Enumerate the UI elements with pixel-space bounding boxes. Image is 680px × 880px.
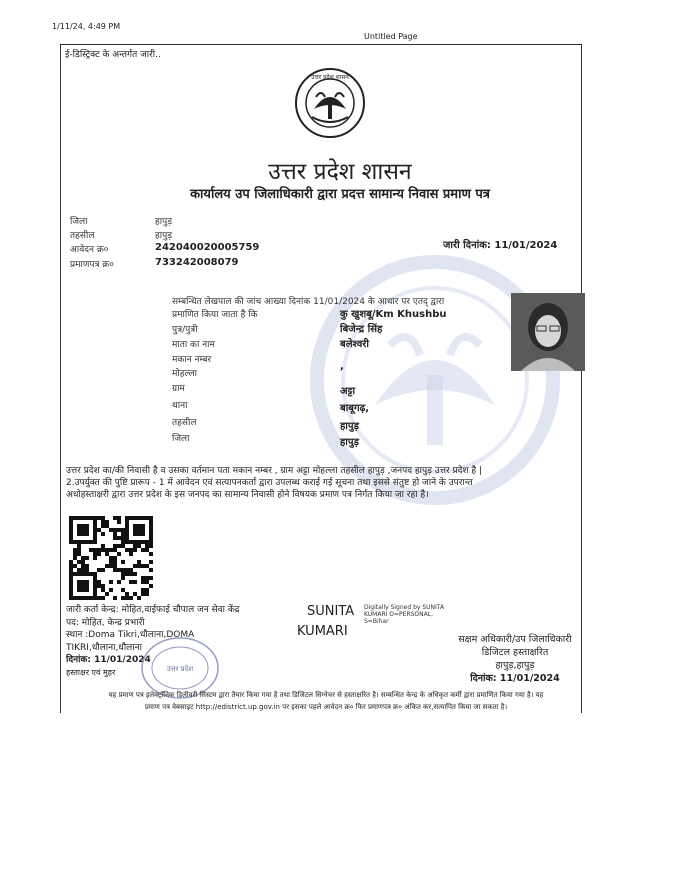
svg-text:उत्तर प्रदेश: उत्तर प्रदेश (166, 665, 194, 673)
body-line: 2.उपर्युक्त की पुष्टि प्रारूप - 1 में आवेदन एवं सत्यापनकर्ता द्वारा उपलब्ध कराई गई सूचना तथा इससे संतुष्ट हो जाने के उपरान्त (66, 478, 473, 488)
meta-value: हापुड़ (155, 231, 173, 241)
intro-line: सम्बन्धित लेखपाल की जांच आख्या दिनांक 11/01/2024 के आधार पर एतद् द्वारा (172, 297, 445, 307)
field-label: थाना (172, 401, 188, 411)
svg-text:उत्तर प्रदेश शासन: उत्तर प्रदेश शासन (311, 74, 349, 81)
field-label: मकान नम्बर (172, 355, 212, 365)
village: अट्टा (340, 386, 356, 397)
issuer-center: जारी कर्ता केन्द्र: मोहित,वाईफाई चौपाल जन सेवा केंद्र (66, 605, 240, 615)
issuer-date: दिनांक: 11/01/2024 (66, 655, 151, 665)
field-label: मोहल्ला (172, 369, 197, 379)
district: हापुड़ (340, 437, 359, 448)
footer-line: यह प्रमाण पत्र इलेक्ट्रॉनिक डिलीवरी सिस्टम द्वारा तैयार किया गया है तथा डिजिटल सिग्नेचर से हस्ताक्षरित है। सम्बन्धित केन्द्र के अधिकृत कर्मी द्वारा प्रमाणित किया गया है। यह (108, 691, 544, 699)
meta-label: प्रमाणपत्र क्र० (70, 260, 114, 270)
print-page-title: Untitled Page (364, 32, 418, 41)
father-name: बिजेन्द्र सिंह (340, 324, 383, 335)
meta-label: आवेदन क्र० (70, 245, 109, 255)
body-line: अधोहस्ताक्षरी द्वारा उत्तर प्रदेश के इस जनपद का सामान्य निवासी होने विषयक प्रमाण पत्र निर्गत किया जा रहा है। (66, 490, 429, 500)
digital-sign-line: KUMARI O=PERSONAL, (364, 611, 433, 618)
print-datetime: 1/11/24, 4:49 PM (52, 22, 121, 31)
meta-label: जिला (70, 217, 88, 227)
authority-date: दिनांक: 11/01/2024 (470, 673, 560, 684)
issuer-place-cont: TIKRI,धौलाना,धौलाना (66, 642, 142, 653)
up-government-emblem (294, 67, 366, 139)
certificate-body (66, 465, 586, 501)
government-title: उत्तर प्रदेश शासन (268, 159, 412, 185)
mother-name: बलेश्वरी (340, 339, 369, 350)
field-label: तहसील (172, 418, 197, 428)
footer-note (66, 689, 586, 713)
authority-title: सक्षम अधिकारी/उप जिलाधिकारी (458, 634, 572, 645)
field-label: जिला (172, 434, 190, 444)
field-label: पुत्र/पुत्री (172, 325, 198, 335)
issuer-place: स्थान :Doma Tikri,धौलाना,DOMA (66, 630, 195, 640)
application-number: 242040020005759 (155, 242, 260, 253)
qr-code (69, 516, 153, 600)
police-station: बाबूगढ़, (340, 403, 370, 414)
certificate-title: कार्यालय उप जिलाधिकारी द्वारा प्रदत्त सामान्य निवास प्रमाण पत्र (190, 187, 490, 202)
mohalla: , (340, 361, 344, 372)
meta-value: हापुड़ (155, 217, 173, 227)
authority-location: हापुड़,हापुड़ (495, 660, 535, 671)
authority-block (445, 633, 585, 685)
footer-line: प्रमाण पत्र वेबसाइट http://edistrict.up.gov.in पर इसका पहले आवेदन क्र० फिर प्रमाणपत्र क्र० अंकित कर,सत्यापित किया जा सकता है। (144, 703, 508, 711)
holder-name: कु खुशबू/Km Khushbu (340, 309, 447, 320)
digital-sign-line: Digitally Signed by SUNITA (364, 604, 445, 611)
signer-name-line2: KUMARI (297, 624, 348, 639)
digital-sign-line: S=Bihar (364, 618, 389, 625)
field-label: ग्राम (172, 384, 185, 394)
tehsil: हापुड़ (340, 421, 359, 432)
field-label: प्रमाणित किया जाता है कि (172, 310, 258, 320)
certificate-number: 733242008079 (155, 257, 239, 268)
issued-under-label: ई-डिस्ट्रिक्ट के अन्तर्गत जारी.. (65, 50, 161, 60)
digitally-signed-label: डिजिटल हस्ताक्षरित (481, 647, 549, 658)
field-label: माता का नाम (172, 340, 215, 350)
body-line: उत्तर प्रदेश का/की निवासी है व उसका वर्तमान पता मकान नम्बर , ग्राम अट्टा मोहल्ला तहसील हापुड़ ,जनपद हापुड़ उत्तर प्रदेश है | (66, 466, 483, 476)
signer-name-line1: SUNITA (307, 604, 355, 619)
issue-date: जारी दिनांक: 11/01/2024 (443, 240, 558, 251)
digital-signature-details (364, 604, 444, 625)
holder-photo (511, 293, 585, 371)
signature-and-seal-label: हस्ताक्षर एवं मुहर (66, 667, 116, 677)
issuer-designation: पद: मोहित, केन्द्र प्रभारी (66, 617, 145, 628)
meta-label: तहसील (70, 231, 95, 241)
